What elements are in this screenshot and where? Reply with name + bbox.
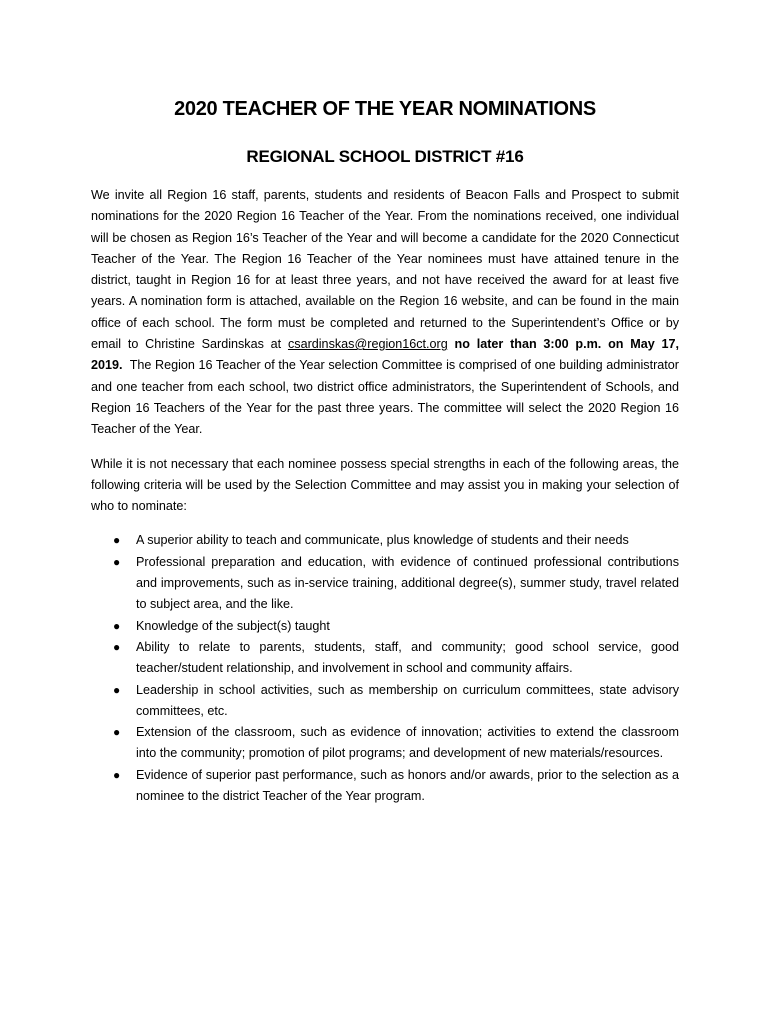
bullet-icon: ● [113,533,121,548]
list-item [91,680,679,723]
bullet-icon: ● [113,554,121,569]
bullet-icon: ● [113,767,121,782]
criteria-text: Extension of the classroom, such as evidence of innovation; activities to extend the classroom into the community; promotion of pilot programs; and development of new materials/resources. [136,725,679,761]
deadline-text: no later than 3:00 p.m. on May 17, 2019. [91,337,680,373]
committee-text: The Region 16 Teacher of the Year selection Committee is comprised of one building administrator and one teacher from each school, two district office administrators, the Superintendent of Schools, and Region 16 Teachers of the Year for the past three years. The committee will select the 2020 Region 16 Teacher of the Year. [91,358,680,437]
bullet-icon: ● [113,618,121,633]
list-item [91,616,679,637]
intro-paragraph [91,185,679,441]
list-item [91,637,679,680]
bullet-icon: ● [113,725,121,740]
list-item [91,722,679,765]
criteria-text: Leadership in school activities, such as membership on curriculum committees, state advisory committees, etc. [136,682,679,718]
criteria-list [91,530,679,807]
criteria-text: Ability to relate to parents, students, staff, and community; good school service, good teacher/student relationship, and involvement in school and community affairs. [136,639,679,676]
document-body [91,185,679,807]
criteria-text: A superior ability to teach and communicate, plus knowledge of students and their needs [136,533,629,548]
intro-text: We invite all Region 16 staff, parents, students and residents of Beacon Falls and Prospect to submit nominations for the 2020 Region 16 Teacher of the Year. From the nominations received, one individual will be chosen as Region 16’s Teacher of the Year and will become a candidate for the 2020 Connecticut Teacher of the Year. The Region 16 Teacher of the Year nominees must have attained tenure in the district, taught in Region 16 for at least three years, and not have received the award for at least five years. A nomination form is attached, available on the Region 16 website, and can be found in the main office of each school. The form must be completed and returned to the Superintendent’s Office or by email to Christine Sardinskas at [91,188,679,352]
criteria-text: Professional preparation and education, with evidence of continued professional contributions and improvements, such as in-service training, additional degree(s), summer study, travel related to subject area, and the like. [136,554,679,612]
criteria-intro-paragraph: While it is not necessary that each nominee possess special strengths in each of the following areas, the following criteria will be used by the Selection Committee and may assist you in making your selection of who to nominate: [91,456,679,514]
list-item [91,530,679,551]
email-link[interactable]: csardinskas@region16ct.org [287,337,448,352]
document-subtitle: REGIONAL SCHOOL DISTRICT #16 [246,147,524,166]
bullet-icon: ● [113,639,121,654]
list-item [91,552,679,616]
criteria-text: Knowledge of the subject(s) taught [136,618,330,633]
document-title: 2020 TEACHER OF THE YEAR NOMINATIONS [174,98,596,120]
list-item [91,765,679,808]
criteria-text: Evidence of superior past performance, such as honors and/or awards, prior to the selection as a nominee to the district Teacher of the Year program. [136,767,679,804]
bullet-icon: ● [113,682,121,697]
